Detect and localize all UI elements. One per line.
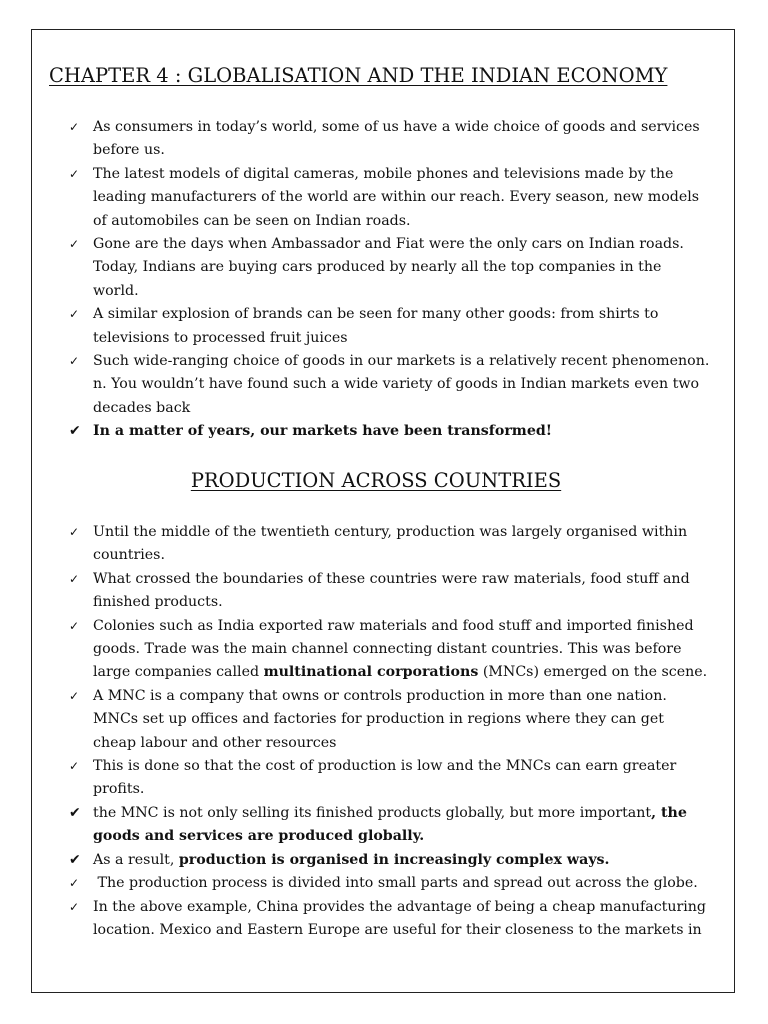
checkmark-icon: ✓ <box>69 571 80 586</box>
list-item <box>69 116 711 163</box>
checkmark-icon: ✓ <box>69 237 80 252</box>
bullet-text: Colonies such as India exported raw materials and food stuff and imported finished goods. Trade was the main channel connecting distant countries. This was before large companies called <box>93 617 694 681</box>
section-title: PRODUCTION ACROSS COUNTRIES <box>190 469 562 492</box>
list-item <box>69 872 711 895</box>
intro-bullet-list <box>69 116 711 444</box>
list-item <box>69 163 711 233</box>
bullet-text: A MNC is a company that owns or controls production in more than one nation. MNCs set up offices and factories for production in regions where they can get cheap labour and other resources <box>93 687 667 751</box>
bold-term: production is organised in increasingly complex ways. <box>178 851 610 868</box>
checkmark-icon: ✓ <box>69 525 80 539</box>
list-item <box>69 615 711 685</box>
bullet-text: This is done so that the cost of production is low and the MNCs can earn greater profits. <box>93 758 677 798</box>
checkmark-icon: ✓ <box>69 618 80 633</box>
bullet-text: Until the middle of the twentieth century, production was largely organised within countries. <box>93 524 688 564</box>
list-item <box>69 303 711 350</box>
checkmark-icon: ✓ <box>69 354 80 369</box>
chapter-title: CHAPTER 4 : GLOBALISATION AND THE INDIAN ECONOMY <box>49 64 668 87</box>
bullet-text: In the above example, China provides the advantage of being a cheap manufacturing location. Mexico and Eastern Europe are useful for their closeness to the markets in <box>93 898 707 938</box>
checkmark-icon: ✔ <box>69 804 81 821</box>
bullet-text: (MNCs) emerged on the scene. <box>478 664 708 681</box>
checkmark-icon: ✓ <box>69 688 80 703</box>
list-item <box>69 420 711 443</box>
list-item <box>69 350 711 420</box>
bullet-text: The latest models of digital cameras, mobile phones and televisions made by the leading manufacturers of the world are within our reach. Every season, new models of automobiles can be seen on Indian roads. <box>93 165 700 229</box>
production-bullet-list <box>69 521 711 942</box>
list-item <box>69 802 711 849</box>
bullet-text: A similar explosion of brands can be seen for many other goods: from shirts to televisions to processed fruit juices <box>93 306 659 346</box>
checkmark-icon: ✓ <box>69 307 80 322</box>
checkmark-icon: ✓ <box>69 899 80 914</box>
list-item <box>69 568 711 615</box>
checkmark-icon: ✓ <box>69 759 80 774</box>
bold-term: , the goods and services are produced globally. <box>93 804 687 845</box>
checkmark-icon: ✔ <box>69 851 81 868</box>
bullet-text: Gone are the days when Ambassador and Fiat were the only cars on Indian roads. Today, Indians are buying cars produced by nearly all the top companies in the world. <box>93 236 684 299</box>
bullet-text: In a matter of years, our markets have been transformed! <box>93 423 552 440</box>
list-item <box>69 685 711 755</box>
bullet-text: As consumers in today’s world, some of us have a wide choice of goods and services before us. <box>93 119 700 159</box>
bullet-text: Such wide-ranging choice of goods in our markets is a relatively recent phenomenon. n. You wouldn’t have found such a wide variety of goods in Indian markets even two decades back <box>93 353 710 416</box>
bullet-text: The production process is divided into small parts and spread out across the globe. <box>93 875 698 892</box>
bullet-text: What crossed the boundaries of these countries were raw materials, food stuff and finished products. <box>93 570 690 611</box>
list-item <box>69 755 711 802</box>
checkmark-icon: ✓ <box>69 120 80 134</box>
checkmark-icon: ✓ <box>69 166 80 181</box>
list-item <box>69 233 711 303</box>
list-item <box>69 521 711 568</box>
list-item <box>69 849 711 872</box>
bullet-text: the MNC is not only selling its finished products globally, but more important <box>93 804 652 821</box>
bold-term: multinational corporations <box>263 664 479 681</box>
checkmark-icon: ✔ <box>69 423 81 440</box>
bullet-text: As a result, <box>93 851 179 868</box>
checkmark-icon: ✓ <box>69 876 80 891</box>
list-item <box>69 896 711 943</box>
